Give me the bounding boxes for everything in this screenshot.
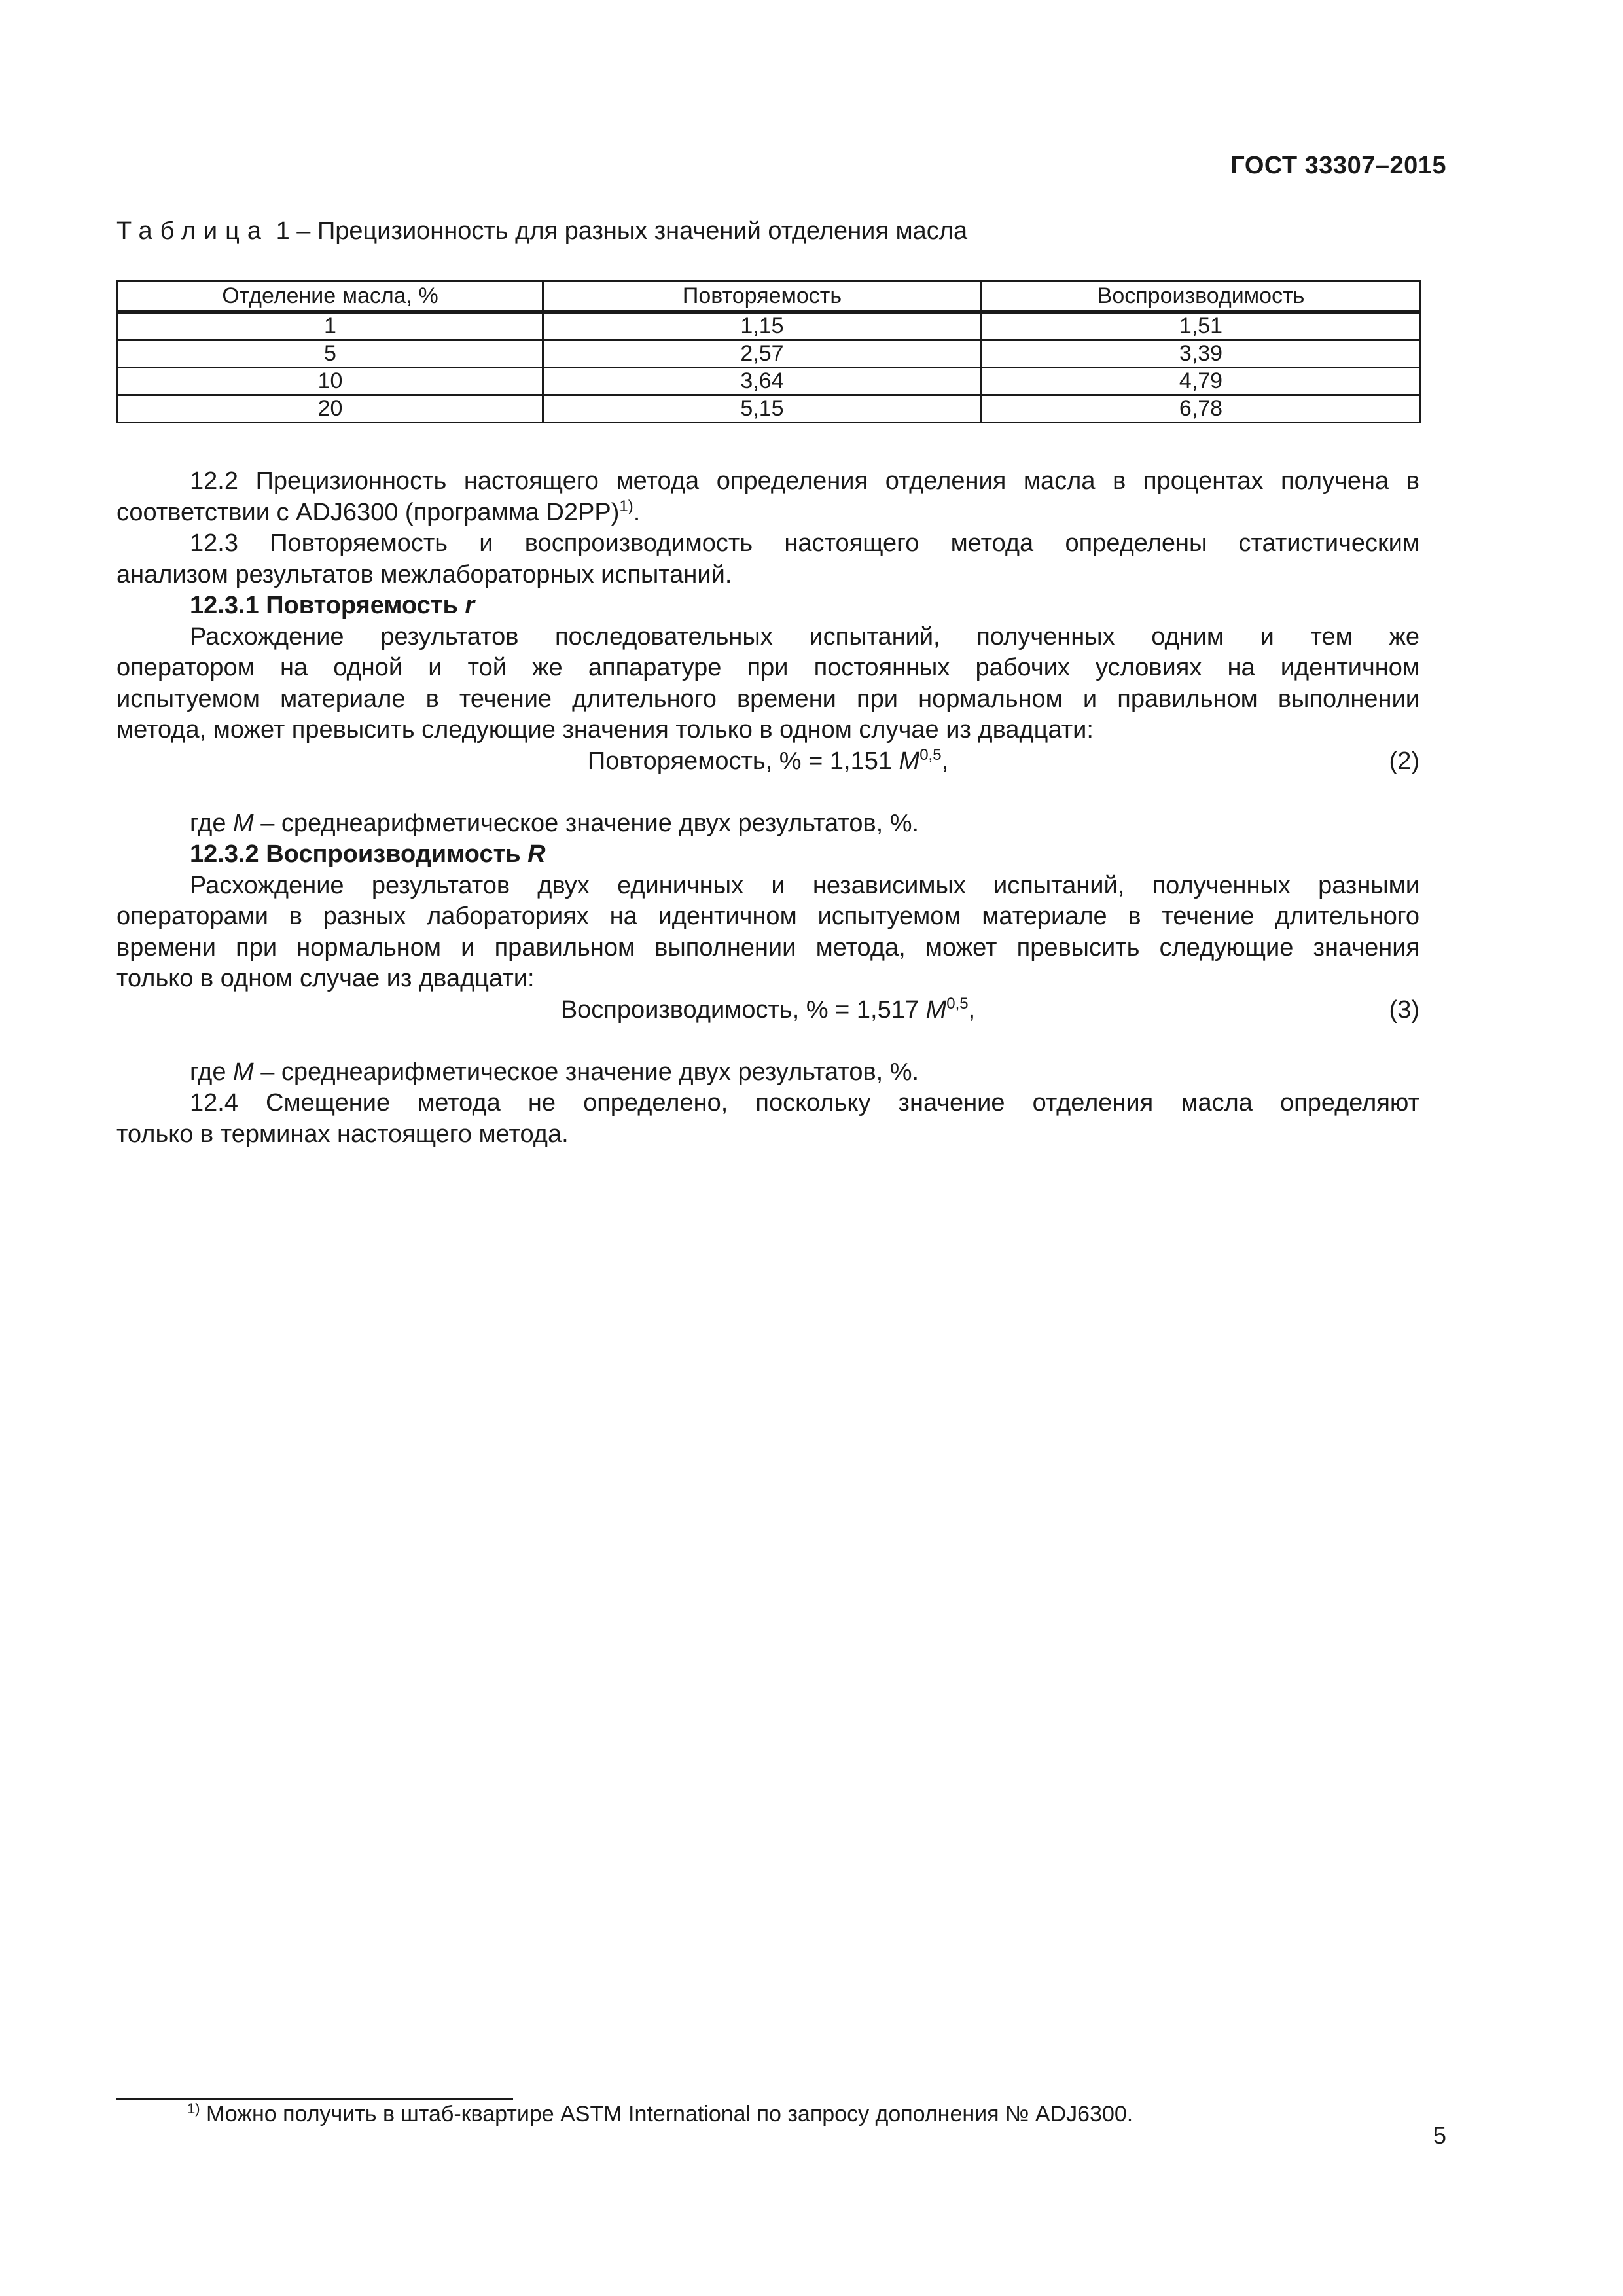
table-caption xyxy=(116,217,967,245)
formula-3 xyxy=(116,995,1419,1026)
where-clause-2-prefix: где xyxy=(190,1058,234,1086)
formula-2-expression xyxy=(116,746,1419,780)
where-clause-1 xyxy=(116,808,1419,840)
paragraph-12-3-2-line: времени при нормальном и правильном выполнении метода, может превысить следующие значения xyxy=(116,933,1419,961)
table-cell: 3,39 xyxy=(982,340,1421,368)
table-caption-word: Таблица xyxy=(116,217,269,245)
symbol-r: r xyxy=(465,592,475,619)
table-header-row xyxy=(118,281,1421,312)
table-caption-title: 1 – Прецизионность для разных значений отделения масла xyxy=(276,217,968,245)
formula-2-text: Повторяемость, % = 1,151 xyxy=(587,747,899,775)
spacer xyxy=(116,1026,1419,1057)
where-clause-1-text: – среднеарифметическое значение двух результатов, %. xyxy=(253,809,919,837)
table-cell: 5,15 xyxy=(543,395,982,423)
where-clause-2-text: – среднеарифметическое значение двух результатов, %. xyxy=(253,1058,919,1086)
paragraph-12-2-text: соответствии с ADJ6300 (программа D2PP) xyxy=(116,498,620,526)
footnote-text: Можно получить в штаб-квартире ASTM International по запросу дополнения № ADJ6300. xyxy=(200,2102,1133,2126)
footnote-marker: 1) xyxy=(187,2100,200,2117)
where-clause-1-variable: M xyxy=(233,809,254,837)
table-row xyxy=(118,312,1421,340)
formula-3-expression xyxy=(116,995,1419,1029)
formula-2-exponent: 0,5 xyxy=(919,745,942,764)
paragraph-12-2-line: 12.2 Прецизионность настоящего метода определения отделения масла в процентах получена в xyxy=(190,467,1419,495)
paragraph-12-3-2-line: Расхождение результатов двух единичных и независимых испытаний, полученных разными xyxy=(190,871,1419,899)
footnote-reference: 1) xyxy=(619,497,633,515)
where-clause-1-prefix: где xyxy=(190,809,234,837)
table-cell: 2,57 xyxy=(543,340,982,368)
table-cell: 20 xyxy=(118,395,543,423)
heading-12-3-1-text: 12.3.1 Повторяемость xyxy=(190,592,465,619)
paragraph-12-3-1-line: метода, может превысить следующие значения только в одном случае из двадцати: xyxy=(116,716,1094,744)
paragraph-12-3-1-line: оператором на одной и той же аппаратуре при постоянных рабочих условиях на идентичном xyxy=(116,654,1419,681)
symbol-R: R xyxy=(527,840,546,868)
paragraph-12-2-period: . xyxy=(633,498,641,526)
table-cell: 1,15 xyxy=(543,312,982,340)
footnote-separator xyxy=(116,2098,513,2100)
paragraph-12-3-1-line: испытуемом материале в течение длительного времени при нормальном и правильном выполнении xyxy=(116,685,1419,713)
formula-3-text: Воспроизводимость, % = 1,517 xyxy=(560,996,926,1024)
paragraph-12-3-2-line: только в одном случае из двадцати: xyxy=(116,965,535,992)
table-cell: 1,51 xyxy=(982,312,1421,340)
column-header: Повторяемость xyxy=(543,281,982,312)
paragraph-12-3-1-line: Расхождение результатов последовательных испытаний, полученных одним и тем же xyxy=(190,622,1419,651)
table-row xyxy=(118,340,1421,368)
table-cell: 1 xyxy=(118,312,543,340)
precision-table xyxy=(116,280,1421,423)
paragraph-12-4-line: 12.4 Смещение метода не определено, поскольку значение отделения масла определяют xyxy=(190,1089,1419,1117)
table-cell: 3,64 xyxy=(543,368,982,395)
heading-12-3-1 xyxy=(116,590,1419,622)
paragraph-12-3-2-line: операторами в разных лабораториях на идентичном испытуемом материале в течение длительного xyxy=(116,903,1419,930)
table-row xyxy=(118,395,1421,423)
table-cell: 5 xyxy=(118,340,543,368)
footnote xyxy=(187,2102,1133,2127)
spacer xyxy=(116,777,1419,808)
paragraph-12-2-line xyxy=(116,497,1419,529)
formula-3-comma: , xyxy=(968,996,976,1024)
heading-12-3-2 xyxy=(116,839,1419,870)
paragraph-12-4-line: только в терминах настоящего метода. xyxy=(116,1120,569,1148)
formula-2 xyxy=(116,746,1419,778)
table-cell: 10 xyxy=(118,368,543,395)
where-clause-2-variable: M xyxy=(233,1058,254,1086)
formula-2-comma: , xyxy=(941,747,949,775)
document-code: ГОСТ 33307–2015 xyxy=(1230,152,1446,179)
table-cell: 4,79 xyxy=(982,368,1421,395)
document-body xyxy=(116,466,1419,1150)
table-row xyxy=(118,368,1421,395)
page-number: 5 xyxy=(1433,2122,1446,2149)
formula-3-variable: M xyxy=(925,996,947,1024)
column-header: Отделение масла, % xyxy=(118,281,543,312)
formula-3-exponent: 0,5 xyxy=(946,994,969,1013)
table-cell: 6,78 xyxy=(982,395,1421,423)
formula-3-number: (3) xyxy=(1389,996,1419,1024)
column-header: Воспроизводимость xyxy=(982,281,1421,312)
paragraph-12-3-line: анализом результатов межлабораторных испытаний. xyxy=(116,560,732,588)
where-clause-2 xyxy=(116,1057,1419,1088)
paragraph-12-3-line: 12.3 Повторяемость и воспроизводимость настоящего метода определены статистическим xyxy=(190,529,1419,557)
formula-2-number: (2) xyxy=(1389,747,1419,775)
heading-12-3-2-text: 12.3.2 Воспроизводимость xyxy=(190,840,528,868)
formula-2-variable: M xyxy=(899,747,920,775)
